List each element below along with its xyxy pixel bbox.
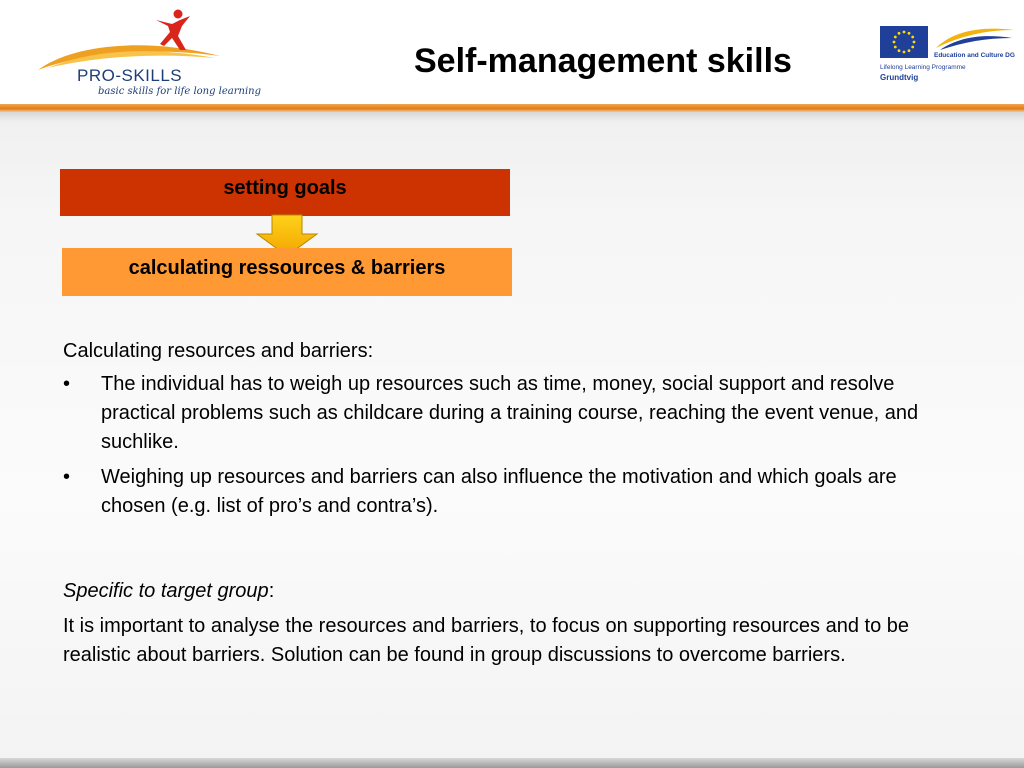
header-shadow: [0, 112, 1024, 122]
logo-name: PRO-SKILLS: [77, 66, 183, 85]
specific-heading: [63, 577, 963, 606]
eu-programme-label: Lifelong Learning Programme: [880, 64, 966, 71]
slide-header: [0, 0, 1024, 104]
lifelong-learning-swoosh-icon: [934, 24, 1016, 52]
eu-programme-logo: [876, 22, 1021, 86]
specific-colon: :: [268, 580, 275, 602]
step-setting-goals-label: setting goals: [223, 177, 347, 199]
header-divider: [0, 104, 1024, 112]
bullet-text: The individual has to weigh up resources such as time, money, social support and resolve practical problems such as childcare during a training course, reaching the event venue, and suchlike.: [101, 373, 919, 453]
step-calculating-resources-label: calculating ressources & barriers: [128, 257, 446, 279]
step-calculating-resources: [62, 248, 512, 296]
bullet-icon: •: [63, 373, 71, 395]
bullet-item: [63, 370, 963, 457]
bullet-item: [63, 463, 963, 521]
bullet-list: [63, 370, 963, 521]
step-setting-goals: [60, 169, 510, 216]
logo-tagline: basic skills for life long learning: [98, 86, 262, 97]
eu-grundtvig-label: Grundtvig: [880, 73, 919, 82]
bottom-bar: [0, 758, 1024, 768]
pro-skills-logo: [30, 6, 260, 100]
bullet-icon: •: [63, 466, 71, 488]
slide-body: [63, 337, 963, 670]
bullet-text: Weighing up resources and barriers can also influence the motivation and which goals are chosen (e.g. list of pro’s and contra’s).: [101, 466, 897, 517]
eu-dg-label: Education and Culture DG: [934, 52, 1015, 59]
eu-flag-icon: [880, 26, 928, 58]
intro-text: Calculating resources and barriers:: [63, 340, 374, 362]
page-title: Self-management skills: [414, 42, 792, 80]
specific-text: It is important to analyse the resources and barriers, to focus on supporting resources and to be realistic about barriers. Solution can be found in group discussions to overcome barriers.: [63, 615, 910, 666]
specific-label: Specific to target group: [63, 580, 269, 602]
